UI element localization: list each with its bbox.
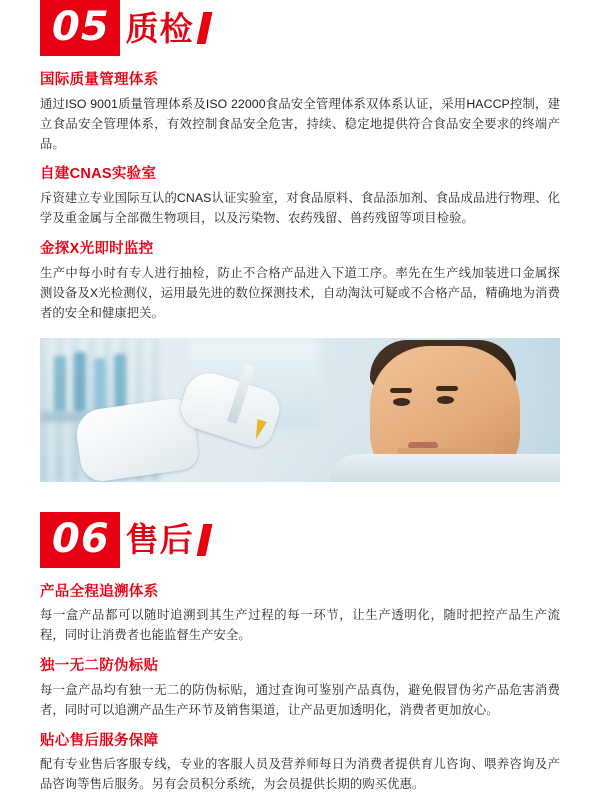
block-title: 产品全程追溯体系 [40, 583, 159, 600]
photo-test-tube [74, 352, 86, 412]
photo-test-tube [54, 356, 66, 412]
section-number-badge: 06 [40, 512, 120, 568]
block-body: 斥资建立专业国际互认的CNAS认证实验室，对食品原料、食品添加剂、食品成品进行物理、化学及重金属与全部微生物项目，以及污染物、农药残留、兽药残留等项目检验。 [40, 191, 560, 226]
block-title: 金探X光即时监控 [40, 241, 154, 258]
block-body: 每一盒产品均有独一无二的防伪标贴，通过查询可鉴别产品真伪，避免假冒伪劣产品危害消费者，同时可以追溯产品生产环节及销售渠道，让产品更加透明化，消费者更加放心。 [40, 682, 560, 717]
photo-person-eye [393, 398, 410, 406]
photo-person-shoulder [330, 454, 560, 482]
content-block [0, 731, 600, 795]
content-block [0, 164, 600, 229]
block-body: 每一盒产品都可以随时追溯到其生产过程的每一环节，让生产透明化，随时把控产品生产流程，同时让消费者也能监督生产安全。 [40, 608, 560, 643]
content-block [0, 656, 600, 721]
heading-accent-bar [196, 524, 212, 556]
photo-person-brow [436, 386, 458, 391]
content-block [0, 70, 600, 154]
block-body: 配有专业售后客服专线，专业的客服人员及营养师每日为消费者提供育儿咨询、喂养咨询及产品咨询等售后服务。另有会员积分系统，为会员提供长期的购买优惠。 [40, 757, 560, 792]
block-body: 通过ISO 9001质量管理体系及ISO 22000食品安全管理体系双体系认证，采用HACCP控制，建立食品安全管理体系，有效控制食品安全危害，持续、稳定地提供符合食品安全要求的终端产品。 [40, 96, 560, 151]
section-title-text: 售后 [125, 521, 194, 558]
block-title: 自建CNAS实验室 [40, 166, 157, 183]
block-title: 贴心售后服务保障 [40, 732, 159, 749]
photo-person-brow [390, 388, 412, 393]
photo-test-tube [94, 358, 106, 412]
section-heading-06 [0, 512, 600, 568]
section-title-text: 质检 [125, 9, 194, 47]
section-heading-05 [0, 0, 600, 56]
heading-accent-bar [196, 12, 212, 44]
block-title: 独一无二防伪标贴 [40, 658, 159, 675]
photo-background [40, 338, 560, 482]
block-body: 生产中每小时有专人进行抽检，防止不合格产品进入下道工序。率先在生产线加装进口金属探测设备及X光检测仪，运用最先进的数位探测技术，自动淘汰可疑或不合格产品，精确地为消费者的安全和健康把关。 [40, 265, 560, 320]
lab-technician-photo [40, 338, 560, 482]
content-block [0, 239, 600, 323]
section-number-badge: 05 [40, 0, 120, 56]
section-spacer [0, 482, 600, 512]
photo-test-tube [114, 354, 126, 412]
block-title: 国际质量管理体系 [40, 72, 159, 88]
photo-person-eye [437, 396, 454, 404]
content-block [0, 582, 600, 647]
